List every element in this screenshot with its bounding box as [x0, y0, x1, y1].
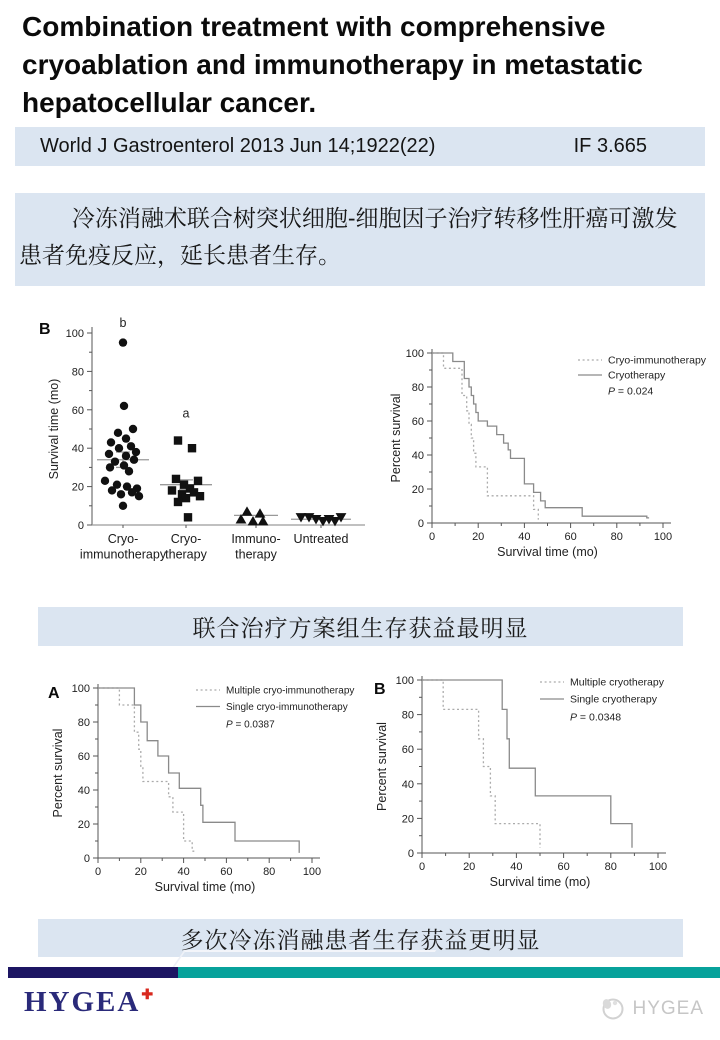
svg-text:Single cryotherapy: Single cryotherapy: [570, 693, 657, 706]
svg-text:Immuno-: Immuno-: [231, 532, 281, 546]
svg-text:80: 80: [263, 866, 276, 878]
svg-text:Percent survival: Percent survival: [375, 722, 389, 811]
scatter-survival-chart: [25, 312, 370, 574]
conclusion-banner-middle: [38, 607, 683, 646]
km-curve-multiple-vs-single-cryo: [368, 668, 713, 908]
svg-text:60: 60: [564, 531, 577, 543]
svg-text:Survival time (mo): Survival time (mo): [47, 378, 61, 480]
svg-text:Cryo-: Cryo-: [107, 532, 139, 546]
svg-text:Cryo-immunotherapy: Cryo-immunotherapy: [608, 354, 707, 367]
journal-citation-bar: [15, 127, 705, 166]
svg-text:100: 100: [405, 348, 424, 360]
svg-text:b: b: [119, 316, 127, 331]
svg-text:40: 40: [510, 861, 523, 873]
svg-text:Survival time (mo): Survival time (mo): [497, 545, 598, 559]
svg-text:therapy: therapy: [235, 547, 277, 562]
abstract-box: [15, 193, 705, 286]
svg-text:0: 0: [417, 518, 424, 530]
svg-text:Cryotherapy: Cryotherapy: [608, 369, 666, 382]
svg-text:0: 0: [77, 520, 84, 532]
abstract-text-cn: 冷冻消融术联合树突状细胞-细胞因子治疗转移性肝癌可激发患者免疫反应，延长患者生存。: [19, 205, 678, 268]
hygea-watermark: [599, 996, 704, 1022]
svg-text:60: 60: [557, 861, 570, 873]
svg-text:20: 20: [134, 866, 147, 878]
svg-text:20: 20: [77, 819, 90, 831]
svg-text:0: 0: [418, 861, 426, 873]
svg-text:100: 100: [648, 861, 668, 873]
svg-text:60: 60: [220, 866, 233, 878]
svg-text:100: 100: [302, 866, 322, 878]
svg-text:80: 80: [77, 717, 90, 729]
page-title: [22, 8, 712, 122]
svg-text:100: 100: [65, 328, 84, 340]
hygea-watermark-text: HYGEA: [632, 998, 704, 1019]
svg-text:A: A: [48, 685, 60, 702]
svg-text:80: 80: [411, 382, 424, 394]
svg-text:40: 40: [411, 450, 424, 462]
svg-text:Percent survival: Percent survival: [389, 393, 403, 483]
svg-text:0: 0: [428, 531, 436, 543]
title-line-1: Combination treatment with comprehensive: [22, 11, 606, 42]
svg-text:100: 100: [71, 683, 90, 695]
journal-citation: World J Gastroenterol 2013 Jun 14;1922(22): [40, 135, 436, 157]
km-curve-multiple-vs-single-cryoimmuno: [40, 670, 370, 905]
svg-text:0: 0: [407, 848, 414, 860]
svg-text:Multiple cryotherapy: Multiple cryotherapy: [570, 676, 664, 689]
svg-text:Untreated: Untreated: [293, 532, 349, 546]
svg-text:60: 60: [401, 744, 414, 757]
svg-text:Single cryo-immunotherapy: Single cryo-immunotherapy: [226, 702, 348, 713]
svg-text:40: 40: [518, 531, 531, 543]
svg-text:40: 40: [177, 866, 190, 878]
svg-text:60: 60: [411, 416, 424, 428]
svg-text:100: 100: [653, 531, 673, 543]
svg-text:100: 100: [395, 675, 414, 687]
svg-text:20: 20: [472, 531, 485, 543]
hygea-logo: [24, 986, 155, 1019]
svg-text:P = 0.0348: P = 0.0348: [570, 711, 622, 724]
title-line-3: hepatocellular cancer.: [22, 87, 317, 118]
svg-text:Survival time (mo): Survival time (mo): [489, 875, 591, 889]
svg-text:Survival time (mo): Survival time (mo): [154, 880, 256, 894]
conclusion-bottom-text: 多次冷冻消融患者生存获益更明显: [180, 926, 541, 953]
footer-bar-teal: [178, 967, 720, 978]
svg-text:80: 80: [71, 366, 84, 379]
hygea-logo-cross-icon: ✚: [141, 986, 156, 1002]
impact-factor: IF 3.665: [573, 135, 647, 157]
svg-text:40: 40: [71, 443, 84, 456]
svg-text:80: 80: [604, 861, 617, 873]
svg-text:Cryo-: Cryo-: [170, 532, 202, 546]
svg-text:therapy: therapy: [165, 547, 207, 562]
svg-text:P = 0.024: P = 0.024: [608, 385, 654, 398]
svg-text:60: 60: [71, 404, 84, 417]
svg-text:B: B: [39, 321, 51, 338]
conclusion-middle-text: 联合治疗方案组生存获益最明显: [192, 615, 529, 641]
svg-text:40: 40: [401, 778, 414, 791]
svg-text:immunotherapy: immunotherapy: [79, 547, 167, 562]
footer-bar-navy: [8, 967, 178, 978]
svg-text:0: 0: [83, 853, 90, 865]
svg-text:80: 80: [610, 531, 623, 543]
svg-text:20: 20: [71, 481, 84, 494]
svg-text:Percent survival: Percent survival: [51, 728, 65, 818]
svg-text:P = 0.0387: P = 0.0387: [226, 719, 275, 731]
svg-text:20: 20: [401, 813, 414, 826]
svg-text:Multiple cryo-immunotherapy: Multiple cryo-immunotherapy: [226, 685, 355, 697]
svg-text:20: 20: [463, 861, 476, 873]
svg-text:B: B: [374, 681, 386, 698]
km-curve-cryoimmuno-vs-cryo: [388, 318, 718, 568]
svg-text:0: 0: [94, 866, 102, 878]
svg-text:40: 40: [77, 785, 90, 797]
hygea-logo-text: HYGEA: [24, 986, 141, 1018]
footer-decor-lines: [172, 950, 437, 968]
title-line-2: cryoablation and immunotherapy in metastatic: [22, 49, 643, 80]
hygea-watermark-icon: [599, 996, 625, 1022]
svg-text:60: 60: [77, 751, 90, 763]
svg-text:20: 20: [411, 484, 424, 496]
svg-text:80: 80: [401, 709, 414, 722]
svg-text:a: a: [182, 406, 190, 421]
